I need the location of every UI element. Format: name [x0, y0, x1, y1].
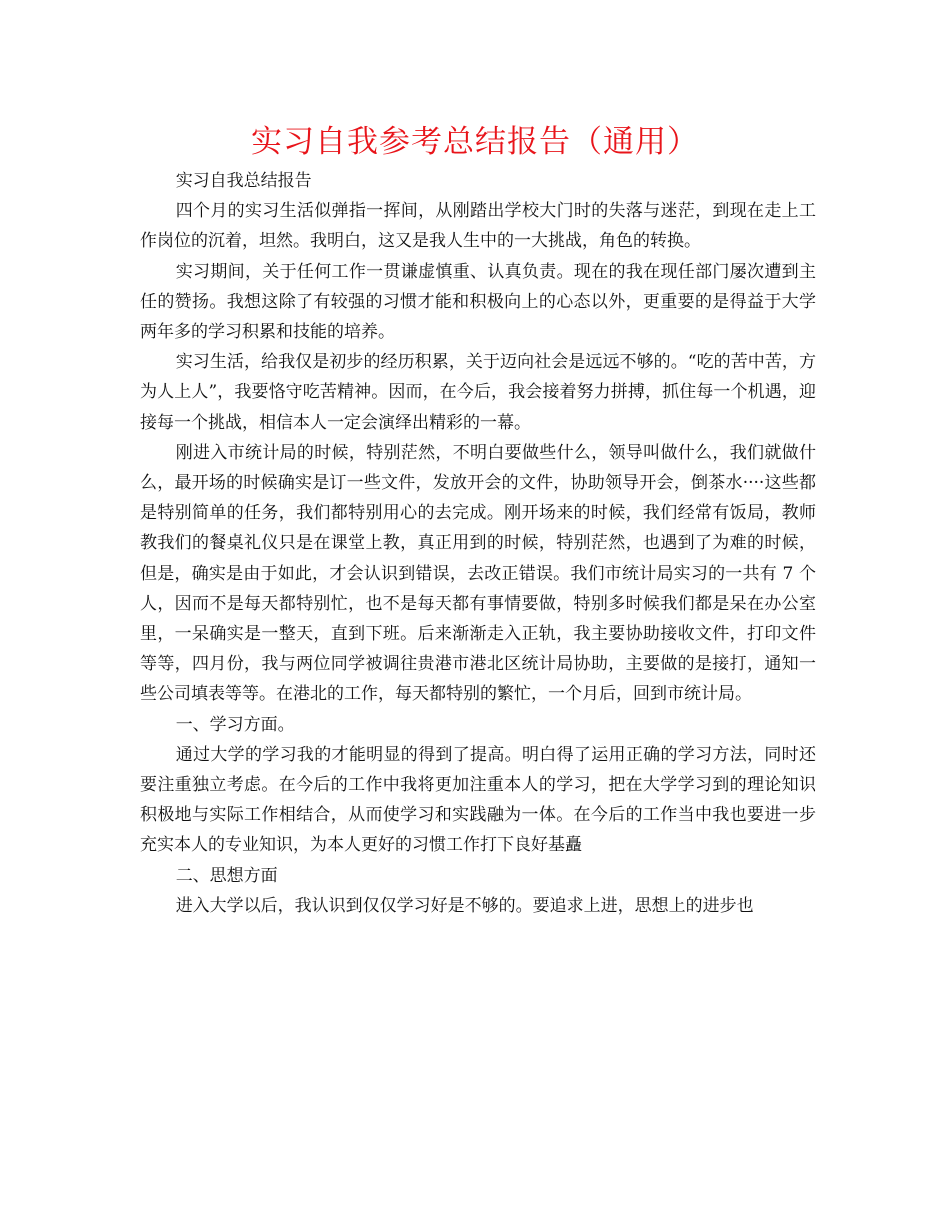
paragraph: 四个月的实习生活似弹指一挥间，从刚踏出学校大门时的失落与迷茫，到现在走上工作岗位的沉着，坦然。我明白，这又是我人生中的一大挑战，角色的转换。	[140, 201, 816, 252]
paragraph: 通过大学的学习我的才能明显的得到了提高。明白得了运用正确的学习方法，同时还要注重独立考虑。在今后的工作中我将更加注重本人的学习，把在大学学习到的理论知识积极地与实际工作相结合，从而使学习和实践融为一体。在今后的工作当中我也要进一步充实本人的专业知识，为本人更好的习惯工作打下良好基矗	[140, 744, 816, 856]
paragraph: 进入大学以后，我认识到仅仅学习好是不够的。要追求上进，思想上的进步也	[175, 895, 754, 916]
document-body	[140, 166, 816, 921]
paragraph-subtitle: 实习自我总结报告	[175, 171, 312, 191]
document-title: 实习自我参考总结报告（通用）	[251, 124, 699, 160]
section-heading-study: 一、学习方面。	[175, 714, 295, 735]
paragraph: 刚进入市统计局的时候，特别茫然，不明白要做些什么，领导叫做什么，我们就做什么，最开场的时候确实是订一些文件，发放开会的文件，协助领导开会，倒茶水····这些都是特别简单的任务，我们都特别用心的去完成。刚开场来的时候，我们经常有饭局，教师教我们的餐桌礼仪只是在课堂上教，真正用到的时候，特别茫然，也遇到了为难的时候，但是，确实是由于如此，才会认识到错误，去改正错误。我们市统计局实习的一共有 7 个人，因而不是每天都特别忙，也不是每天都有事情要做，特别多时候我们都是呆在办公室里，一呆确实是一整天，直到下班。后来渐渐走入正轨，我主要协助接收文件，打印文件等等，四月份，我与两位同学被调往贵港市港北区统计局协助，主要做的是接打，通知一些公司填表等等。在港北的工作，每天都特别的繁忙，一个月后，回到市统计局。	[140, 442, 816, 705]
paragraph: 实习生活，给我仅是初步的经历积累，关于迈向社会是远远不够的。“吃的苦中苦，方为人上人”，我要恪守吃苦精神。因而，在今后，我会接着努力拼搏，抓住每一个机遇，迎接每一个挑战，相信本人一定会演绎出精彩的一幕。	[140, 352, 816, 433]
section-heading-thought: 二、思想方面	[175, 865, 278, 886]
paragraph: 实习期间，关于任何工作一贯谦虚慎重、认真负责。现在的我在现任部门屡次遭到主任的赞扬。我想这除了有较强的习惯才能和积极向上的心态以外，更重要的是得益于大学两年多的学习积累和技能的培养。	[140, 261, 816, 343]
